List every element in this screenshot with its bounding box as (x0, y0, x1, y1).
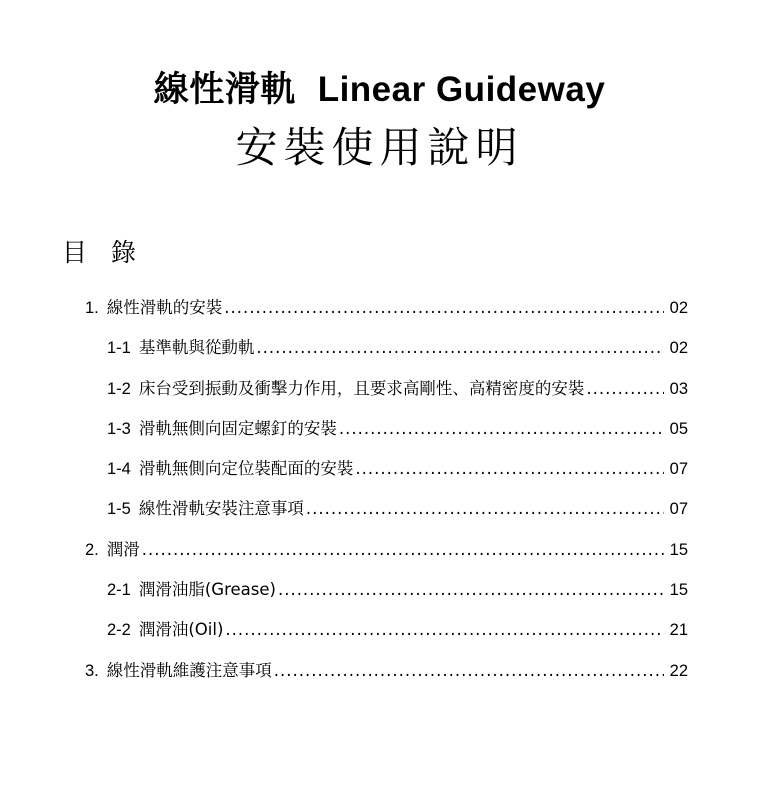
toc-entry-number: 1-1 (107, 339, 131, 358)
toc-dot-leader (339, 416, 664, 442)
toc-entry-2[interactable] (0, 537, 688, 577)
toc-entry-label: 線性滑軌維護注意事項 (106, 660, 272, 680)
title-chinese: 線性滑軌 (153, 70, 296, 110)
toc-entry-number: 3. (85, 661, 99, 680)
toc-entry-number: 2-2 (107, 621, 131, 640)
toc-entry-label: 潤滑 (106, 539, 140, 559)
toc-dot-leader (278, 577, 664, 603)
toc-entry-label: 線性滑軌安裝注意事項 (138, 499, 304, 519)
toc-entry-number: 2. (85, 540, 99, 559)
toc-entry-number: 2-1 (107, 581, 131, 600)
toc-entry-page: 05 (669, 419, 688, 438)
toc-entry-number: 1-5 (107, 500, 131, 519)
toc-entry-1-4[interactable] (0, 456, 688, 496)
toc-entry-1[interactable] (0, 295, 688, 335)
toc-entry-label: 潤滑油(Oil) (138, 620, 224, 640)
toc-entry-label: 潤滑油脂(Grease) (138, 580, 276, 600)
toc-entry-page: 02 (669, 339, 688, 358)
toc-entry-label: 床台受到振動及衝擊力作用，且要求高剛性、高精密度的安裝 (138, 378, 585, 398)
toc-dot-leader (142, 537, 664, 563)
toc-entry-label: 基準軌與從動軌 (138, 338, 255, 358)
toc-entry-page: 21 (669, 621, 688, 640)
toc-entry-1-5[interactable] (0, 496, 688, 536)
toc-entry-3[interactable] (0, 658, 688, 698)
toc-dot-leader (355, 456, 663, 482)
toc-dot-leader (225, 617, 663, 643)
document-subtitle: 安裝使用說明 (235, 123, 524, 172)
toc-entry-page: 07 (669, 500, 688, 519)
toc-entry-2-2[interactable] (0, 617, 688, 657)
table-of-contents (0, 295, 759, 698)
toc-entry-number: 1. (85, 299, 99, 317)
toc-entry-number: 1-3 (107, 419, 131, 438)
toc-entry-1-3[interactable] (0, 416, 688, 456)
toc-dot-leader (274, 658, 664, 684)
toc-entry-1-2[interactable] (0, 376, 688, 416)
toc-entry-label: 線性滑軌的安裝 (106, 298, 223, 317)
toc-dot-leader (586, 376, 663, 402)
toc-entry-page: 15 (669, 540, 688, 559)
document-title (0, 62, 759, 112)
toc-entry-2-1[interactable] (0, 577, 688, 617)
toc-dot-leader (256, 335, 663, 361)
toc-entry-page: 03 (669, 379, 688, 398)
toc-entry-1-1[interactable] (0, 335, 688, 375)
toc-dot-leader (306, 496, 664, 522)
toc-entry-label: 滑軌無側向固定螺釘的安裝 (138, 418, 337, 438)
toc-entry-number: 1-4 (107, 460, 131, 479)
toc-entry-page: 07 (669, 460, 688, 479)
toc-dot-leader (224, 295, 663, 321)
title-english: Linear Guideway (317, 70, 606, 109)
toc-entry-page: 22 (669, 661, 688, 680)
toc-entry-page: 02 (669, 299, 688, 317)
toc-entry-number: 1-2 (107, 379, 131, 398)
toc-heading: 目 錄 (62, 238, 144, 267)
toc-entry-label: 滑軌無側向定位裝配面的安裝 (138, 459, 354, 479)
toc-entry-page: 15 (669, 581, 688, 600)
